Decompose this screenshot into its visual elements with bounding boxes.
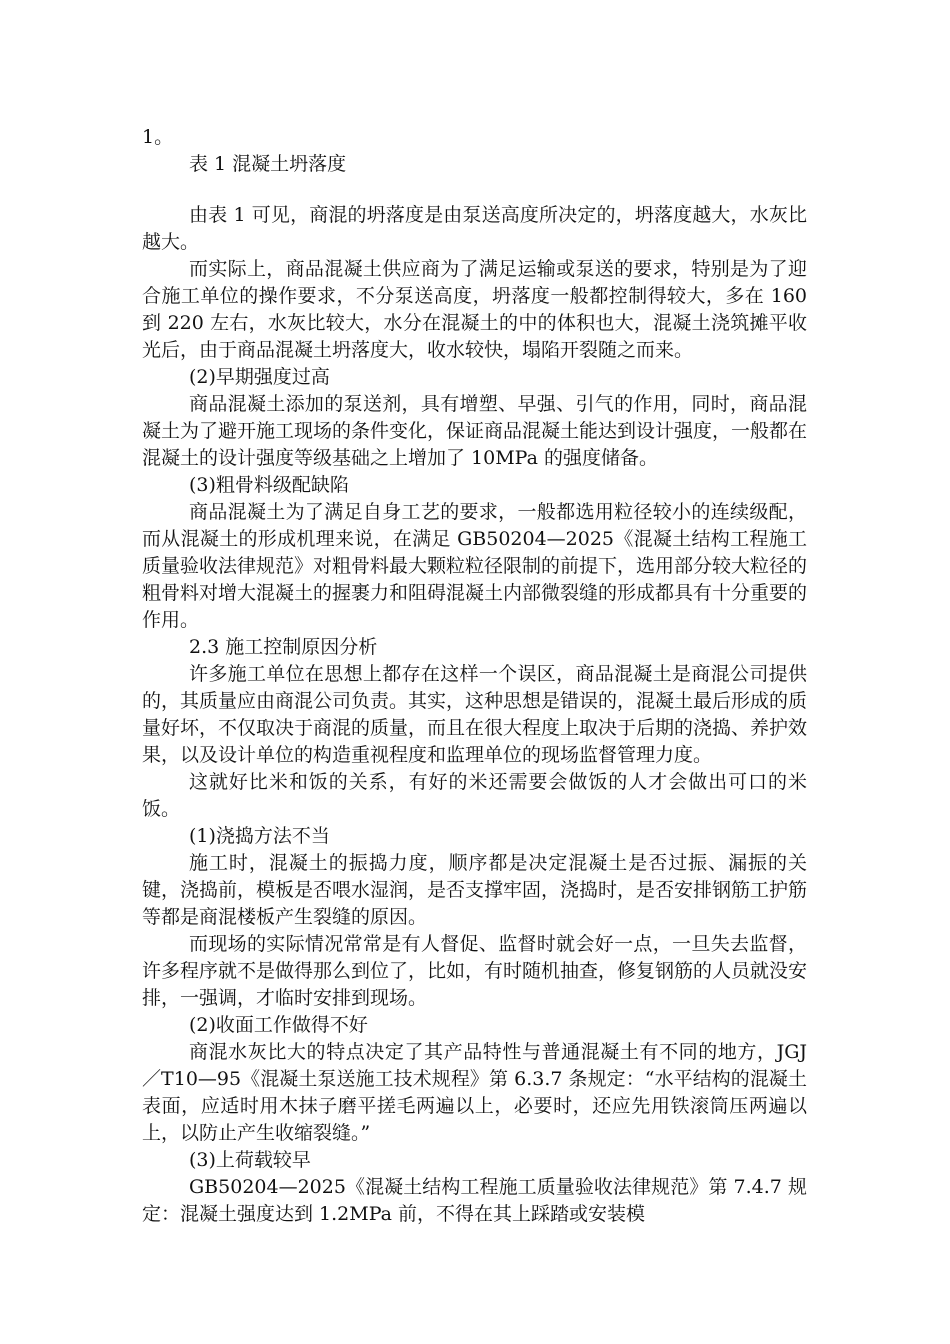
section-subheading: (2)收面工作做得不好 xyxy=(189,1014,368,1036)
body-paragraph: 许多施工单位在思想上都存在这样一个误区，商品混凝土是商混公司提供的，其质量应由商混公司负责。其实，这种思想是错误的，混凝土最后形成的质量好坏，不仅取决于商混的质量，而且在很大程度上取决于后期的浇捣、养护效果，以及设计单位的构造重视程度和监理单位的现场监督管理力度。 xyxy=(142,663,808,766)
section-subheading: (3)粗骨料级配缺陷 xyxy=(189,474,349,496)
table-caption: 表 1 混凝土坍落度 xyxy=(189,153,347,175)
body-paragraph: 这就好比米和饭的关系，有好的米还需要会做饭的人才会做出可口的米饭。 xyxy=(142,771,807,820)
body-paragraph: 商品混凝土为了满足自身工艺的要求，一般都选用粒径较小的连续级配，而从混凝土的形成机理来说，在满足 GB50204—2025《混凝土结构工程施工质量验收法律规范》对粗骨料最大颗粒粒径限制的前提下，选用部分较大粒径的粗骨料对增大混凝土的握裹力和阻碍混凝土内部微裂缝的形成都具有十分重要的作用。 xyxy=(142,501,808,631)
document-body xyxy=(142,124,807,1228)
body-paragraph: 商品混凝土添加的泵送剂，具有增塑、早强、引气的作用，同时，商品混凝土为了避开施工现场的条件变化，保证商品混凝土能达到设计强度，一般都在混凝土的设计强度等级基础之上增加了 10MPa 的强度储备。 xyxy=(142,393,808,469)
section-heading: 2.3 施工控制原因分析 xyxy=(189,636,378,658)
body-paragraph: 而实际上，商品混凝土供应商为了满足运输或泵送的要求，特别是为了迎合施工单位的操作要求，不分泵送高度，坍落度一般都控制得较大，多在 160 到 220 左右，水灰比较大，水分在混凝土的中的体积也大，混凝土浇筑摊平收光后，由于商品混凝土坍落度大，收水较快，塌陷开裂随之而来。 xyxy=(142,258,807,361)
section-subheading: (2)早期强度过高 xyxy=(189,366,330,388)
body-paragraph: 而现场的实际情况常常是有人督促、监督时就会好一点，一旦失去监督，许多程序就不是做得那么到位了，比如，有时随机抽查，修复钢筋的人员就没安排，一强调，才临时安排到现场。 xyxy=(142,933,808,1009)
body-paragraph: 由表 1 可见，商混的坍落度是由泵送高度所决定的，坍落度越大，水灰比越大。 xyxy=(142,204,807,253)
page-fragment-text: 1。 xyxy=(142,126,174,148)
section-subheading: (1)浇捣方法不当 xyxy=(189,825,330,847)
body-paragraph: GB50204—2025《混凝土结构工程施工质量验收法律规范》第 7.4.7 规定：混凝土强度达到 1.2MPa 前，不得在其上踩踏或安装模 xyxy=(142,1176,807,1225)
body-paragraph: 施工时，混凝土的振捣力度，顺序都是决定混凝土是否过振、漏振的关键，浇捣前，模板是否喂水湿润，是否支撑牢固，浇捣时，是否安排钢筋工护筋等都是商混楼板产生裂缝的原因。 xyxy=(142,852,808,928)
section-subheading: (3)上荷载较早 xyxy=(189,1149,311,1171)
body-paragraph: 商混水灰比大的特点决定了其产品特性与普通混凝土有不同的地方，JGJ／T10—95《混凝土泵送施工技术规程》第 6.3.7 条规定：“水平结构的混凝土表面，应适时用木抹子磨平搓毛两遍以上，必要时，还应先用铁滚筒压两遍以上，以防止产生收缩裂缝。” xyxy=(142,1041,807,1144)
